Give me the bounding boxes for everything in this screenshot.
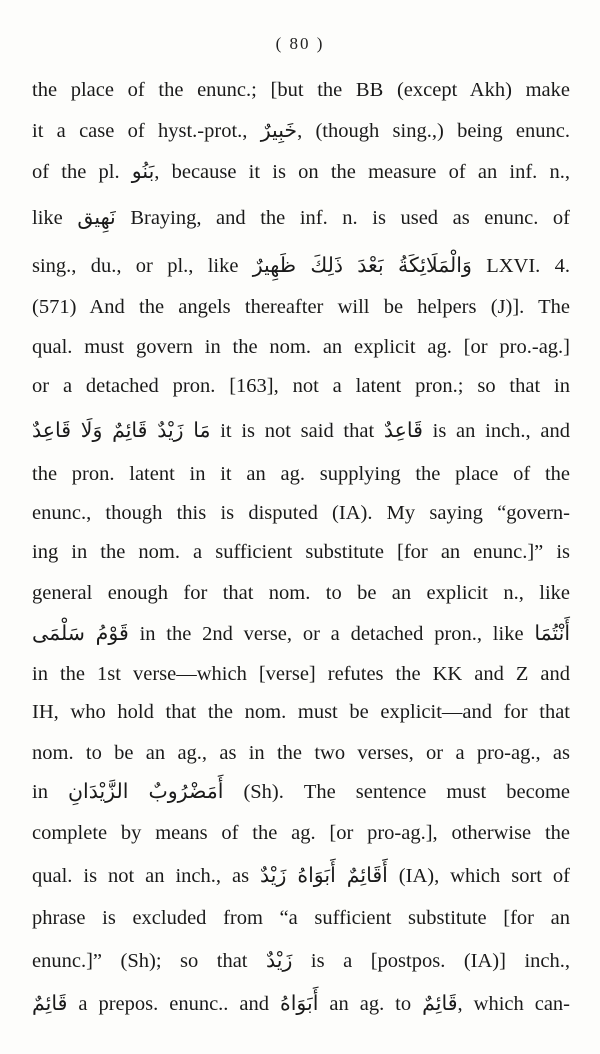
text-line-22: enunc.]” (Sh); so that زَيْدٌ is a [postpos. (IA)] inch., (32, 950, 571, 972)
text-line-1: the place of the enunc.; [but the BB (except Akh) make (32, 79, 570, 101)
text-line-20: qual. is not an inch., as أَقَائِمٌ أَبَوَاهُ زَيْدٌ (IA), which sort of (32, 865, 570, 887)
text-line-16: IH, who hold that the nom. must be explicit—and for that (32, 701, 570, 723)
text-line-7: qual. must govern in the nom. an explicit ag. [or pro.-ag.] (32, 336, 570, 358)
text-line-6: (571) And the angels thereafter will be helpers (J)]. The (32, 296, 570, 318)
text-line-15: in the 1st verse—which [verse] refutes the KK and Z and (32, 663, 570, 685)
text-line-13: general enough for that nom. to be an explicit n., like (32, 582, 570, 604)
text-line-12: ing in the nom. a sufficient substitute [for an enunc.]” is (32, 541, 570, 563)
text-line-18: in أَمَضْرُوبٌ الزَّيْدَانِ (Sh). The sentence must become (32, 781, 570, 803)
text-line-4: like نَهِيق Braying, and the inf. n. is used as enunc. of (32, 207, 570, 229)
text-line-21: phrase is excluded from “a sufficient substitute [for an (32, 907, 570, 929)
text-line-5: sing., du., or pl., like وَالْمَلَائِكَةُ بَعْدَ ذَلِكَ ظَهِيرٌ LXVI. 4. (32, 255, 570, 277)
text-line-14: قَوْمُ سَلْمَى in the 2nd verse, or a detached pron., like أَنْتُمَا (32, 623, 571, 645)
text-line-9: مَا زَيْدٌ قَائِمٌ وَلَا قَاعِدٌ it is not said that قَاعِدٌ is an inch., and (32, 420, 570, 442)
text-line-17: nom. to be an ag., as in the two verses, or a pro-ag., as (32, 742, 570, 764)
text-line-10: the pron. latent in it an ag. supplying the place of the (32, 463, 570, 485)
text-line-19: complete by means of the ag. [or pro-ag.], otherwise the (32, 822, 570, 844)
text-line-23: قَائِمٌ a prepos. enunc.. and أَبَوَاهُ an ag. to قَائِمٌ, which can- (32, 993, 570, 1015)
text-line-2: it a case of hyst.-prot., خَبِيرٌ, (though sing.,) being enunc. (32, 120, 570, 142)
page-number: ( 80 ) (275, 34, 325, 53)
text-line-8: or a detached pron. [163], not a latent pron.; so that in (32, 375, 570, 397)
text-line-3: of the pl. بَنُو, because it is on the measure of an inf. n., (32, 161, 570, 183)
text-line-11: enunc., though this is disputed (IA). My saying “govern- (32, 502, 570, 524)
